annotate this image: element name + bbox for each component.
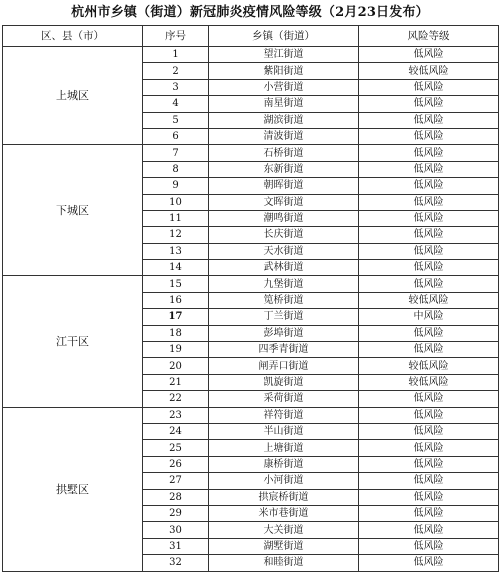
number-cell: 20 — [143, 358, 209, 374]
number-cell: 9 — [143, 178, 209, 194]
street-cell: 祥符街道 — [209, 407, 359, 423]
risk-level-cell: 低风险 — [359, 456, 499, 472]
street-cell: 四季青街道 — [209, 342, 359, 358]
street-cell: 凯旋街道 — [209, 374, 359, 390]
street-cell: 米市巷街道 — [209, 505, 359, 521]
street-cell: 拱宸桥街道 — [209, 489, 359, 505]
number-cell: 27 — [143, 473, 209, 489]
header-risk-level: 风险等级 — [359, 26, 499, 47]
risk-level-cell: 低风险 — [359, 342, 499, 358]
risk-level-cell: 较低风险 — [359, 292, 499, 308]
risk-level-cell: 低风险 — [359, 47, 499, 63]
risk-level-cell: 低风险 — [359, 227, 499, 243]
number-cell: 3 — [143, 79, 209, 95]
risk-level-cell: 低风险 — [359, 210, 499, 226]
number-cell: 22 — [143, 391, 209, 407]
number-cell: 16 — [143, 292, 209, 308]
risk-level-cell: 较低风险 — [359, 63, 499, 79]
risk-level-cell: 低风险 — [359, 96, 499, 112]
risk-level-cell: 低风险 — [359, 243, 499, 259]
number-cell: 4 — [143, 96, 209, 112]
risk-level-cell: 低风险 — [359, 79, 499, 95]
number-cell: 24 — [143, 423, 209, 439]
risk-level-cell: 中风险 — [359, 309, 499, 325]
risk-level-cell: 较低风险 — [359, 374, 499, 390]
risk-level-cell: 低风险 — [359, 555, 499, 571]
number-cell: 30 — [143, 522, 209, 538]
street-cell: 南星街道 — [209, 96, 359, 112]
number-cell: 29 — [143, 505, 209, 521]
table-row — [3, 47, 499, 63]
number-cell: 2 — [143, 63, 209, 79]
number-cell: 18 — [143, 325, 209, 341]
street-cell: 紫阳街道 — [209, 63, 359, 79]
number-cell: 26 — [143, 456, 209, 472]
street-cell: 笕桥街道 — [209, 292, 359, 308]
risk-level-cell: 低风险 — [359, 128, 499, 144]
risk-level-cell: 低风险 — [359, 522, 499, 538]
risk-level-cell: 低风险 — [359, 538, 499, 554]
risk-level-cell: 低风险 — [359, 145, 499, 161]
table-header-row — [3, 26, 499, 47]
street-cell: 康桥街道 — [209, 456, 359, 472]
risk-table — [2, 25, 499, 572]
risk-level-cell: 低风险 — [359, 489, 499, 505]
risk-level-cell: 低风险 — [359, 391, 499, 407]
risk-level-cell: 低风险 — [359, 325, 499, 341]
number-cell: 8 — [143, 161, 209, 177]
street-cell: 上塘街道 — [209, 440, 359, 456]
number-cell: 28 — [143, 489, 209, 505]
table-row — [3, 145, 499, 161]
risk-level-cell: 低风险 — [359, 505, 499, 521]
table-row — [3, 407, 499, 423]
street-cell: 和睦街道 — [209, 555, 359, 571]
street-cell: 望江街道 — [209, 47, 359, 63]
street-cell: 闸弄口街道 — [209, 358, 359, 374]
street-cell: 小河街道 — [209, 473, 359, 489]
page-title: 杭州市乡镇（街道）新冠肺炎疫情风险等级（2月23日发布） — [71, 5, 429, 20]
risk-level-cell: 低风险 — [359, 276, 499, 292]
street-cell: 丁兰街道 — [209, 309, 359, 325]
street-cell: 采荷街道 — [209, 391, 359, 407]
street-cell: 东新街道 — [209, 161, 359, 177]
number-cell: 10 — [143, 194, 209, 210]
number-cell: 5 — [143, 112, 209, 128]
risk-level-cell: 低风险 — [359, 473, 499, 489]
street-cell: 文晖街道 — [209, 194, 359, 210]
number-cell: 13 — [143, 243, 209, 259]
street-cell: 朝晖街道 — [209, 178, 359, 194]
street-cell: 半山街道 — [209, 423, 359, 439]
number-cell: 15 — [143, 276, 209, 292]
street-cell: 大关街道 — [209, 522, 359, 538]
street-cell: 石桥街道 — [209, 145, 359, 161]
number-cell: 6 — [143, 128, 209, 144]
number-cell: 1 — [143, 47, 209, 63]
district-cell: 上城区 — [3, 47, 143, 145]
number-cell: 19 — [143, 342, 209, 358]
street-cell: 天水街道 — [209, 243, 359, 259]
number-cell: 7 — [143, 145, 209, 161]
district-cell: 拱墅区 — [3, 407, 143, 571]
risk-level-cell: 较低风险 — [359, 358, 499, 374]
number-cell: 31 — [143, 538, 209, 554]
district-cell: 江干区 — [3, 276, 143, 407]
table-body — [3, 47, 499, 572]
street-cell: 小营街道 — [209, 79, 359, 95]
risk-level-cell: 低风险 — [359, 178, 499, 194]
risk-level-cell: 低风险 — [359, 407, 499, 423]
risk-level-cell: 低风险 — [359, 440, 499, 456]
number-cell: 21 — [143, 374, 209, 390]
header-street: 乡镇（街道） — [209, 26, 359, 47]
number-cell: 12 — [143, 227, 209, 243]
header-number: 序号 — [143, 26, 209, 47]
risk-level-cell: 低风险 — [359, 161, 499, 177]
risk-level-cell: 低风险 — [359, 112, 499, 128]
street-cell: 湖滨街道 — [209, 112, 359, 128]
number-cell: 14 — [143, 260, 209, 276]
street-cell: 潮鸣街道 — [209, 210, 359, 226]
street-cell: 湖墅街道 — [209, 538, 359, 554]
number-cell: 25 — [143, 440, 209, 456]
district-cell: 下城区 — [3, 145, 143, 276]
number-cell: 32 — [143, 555, 209, 571]
header-district: 区、县（市） — [3, 26, 143, 47]
risk-level-cell: 低风险 — [359, 423, 499, 439]
street-cell: 武林街道 — [209, 260, 359, 276]
table-row — [3, 276, 499, 292]
risk-level-cell: 低风险 — [359, 194, 499, 210]
street-cell: 长庆街道 — [209, 227, 359, 243]
street-cell: 九堡街道 — [209, 276, 359, 292]
street-cell: 彭埠街道 — [209, 325, 359, 341]
risk-level-cell: 低风险 — [359, 260, 499, 276]
number-cell: 17 — [143, 309, 209, 325]
number-cell: 23 — [143, 407, 209, 423]
number-cell: 11 — [143, 210, 209, 226]
street-cell: 清波街道 — [209, 128, 359, 144]
